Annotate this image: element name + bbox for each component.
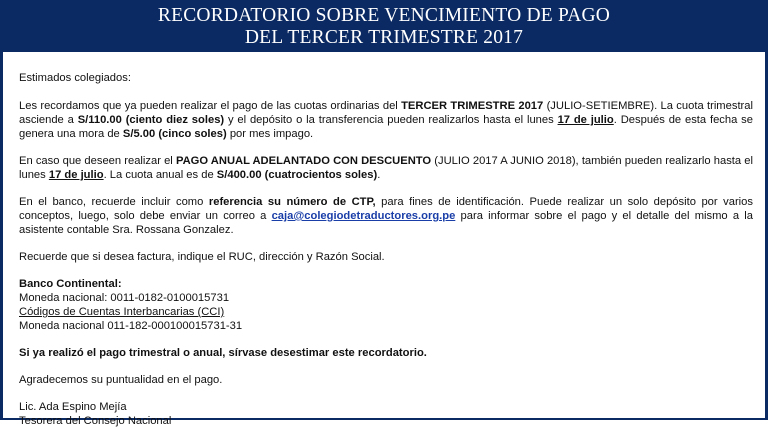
signer-title: Tesorera del Consejo Nacional bbox=[19, 415, 172, 427]
bold-text: PAGO ANUAL ADELANTADO CON DESCUENTO bbox=[175, 155, 432, 167]
text: . La cuota anual es de bbox=[103, 169, 217, 181]
bold-text: referencia su número de CTP, bbox=[208, 196, 376, 208]
account-number: Moneda nacional: 0011-0182-0100015731 bbox=[19, 292, 230, 304]
paragraph-invoice: Recuerde que si desea factura, indique el RUC, dirección y Razón Social. bbox=[19, 251, 385, 263]
bold-text: TERCER TRIMESTRE 2017 bbox=[401, 100, 544, 112]
bold-text: S/400.00 (cuatrocientos soles) bbox=[216, 169, 378, 181]
title-banner bbox=[0, 0, 768, 52]
deadline-date: 17 de julio bbox=[557, 114, 614, 126]
bank-info bbox=[19, 277, 753, 333]
bold-text: S/5.00 (cinco soles) bbox=[122, 128, 227, 140]
greeting: Estimados colegiados: bbox=[19, 72, 131, 84]
title-line-2: DEL TERCER TRIMESTRE 2017 bbox=[244, 27, 524, 48]
letter-body bbox=[19, 71, 753, 428]
text: por mes impago. bbox=[226, 128, 314, 140]
title-line-1: RECORDATORIO SOBRE VENCIMIENTO DE PAGO bbox=[157, 5, 611, 26]
paragraph-quarterly bbox=[19, 99, 753, 141]
text: En el banco, recuerde incluir como bbox=[19, 196, 209, 208]
paragraph-annual bbox=[19, 154, 753, 182]
text: y el depósito o la transferencia pueden realizarlos hasta el lunes bbox=[224, 114, 558, 126]
text: para informar sobre el pago y el detalle del mismo a la asistente contable Sra. Rossana Gonzalez. bbox=[19, 210, 753, 236]
bold-text: S/110.00 (ciento diez soles) bbox=[77, 114, 225, 126]
notice-text: Si ya realizó el pago trimestral o anual, sírvase desestimar este recordatorio. bbox=[19, 347, 427, 359]
paragraph-bank-reference bbox=[19, 195, 753, 237]
email-link[interactable]: caja@colegiodetraductores.org.pe bbox=[271, 210, 456, 222]
text: En caso que deseen realizar el bbox=[19, 155, 176, 167]
text: Les recordamos que ya pueden realizar el pago de las cuotas ordinarias del bbox=[19, 100, 402, 112]
text: para fines de identificación. Puede realizar un solo depósito por varios conceptos, luego, solo debe enviar un correo a bbox=[19, 196, 753, 222]
thanks: Agradecemos su puntualidad en el pago. bbox=[19, 374, 223, 386]
signer-name: Lic. Ada Espino Mejía bbox=[19, 401, 127, 413]
bank-name: Banco Continental: bbox=[19, 278, 122, 290]
notice bbox=[19, 346, 753, 360]
cci-number: Moneda nacional 011-182-000100015731-31 bbox=[19, 320, 243, 332]
signature bbox=[19, 400, 753, 428]
deadline-date: 17 de julio bbox=[48, 169, 104, 181]
text: . bbox=[377, 169, 381, 181]
text: (JULIO 2017 A JUNIO 2018), también pueden realizarlo hasta el lunes bbox=[19, 155, 753, 181]
text: (JULIO-SETIEMBRE). La cuota trimestral asciende a bbox=[19, 100, 753, 126]
cci-heading: Códigos de Cuentas Interbancarias (CCI) bbox=[19, 306, 225, 318]
text: . Después de esta fecha se genera una mora de bbox=[19, 114, 753, 140]
